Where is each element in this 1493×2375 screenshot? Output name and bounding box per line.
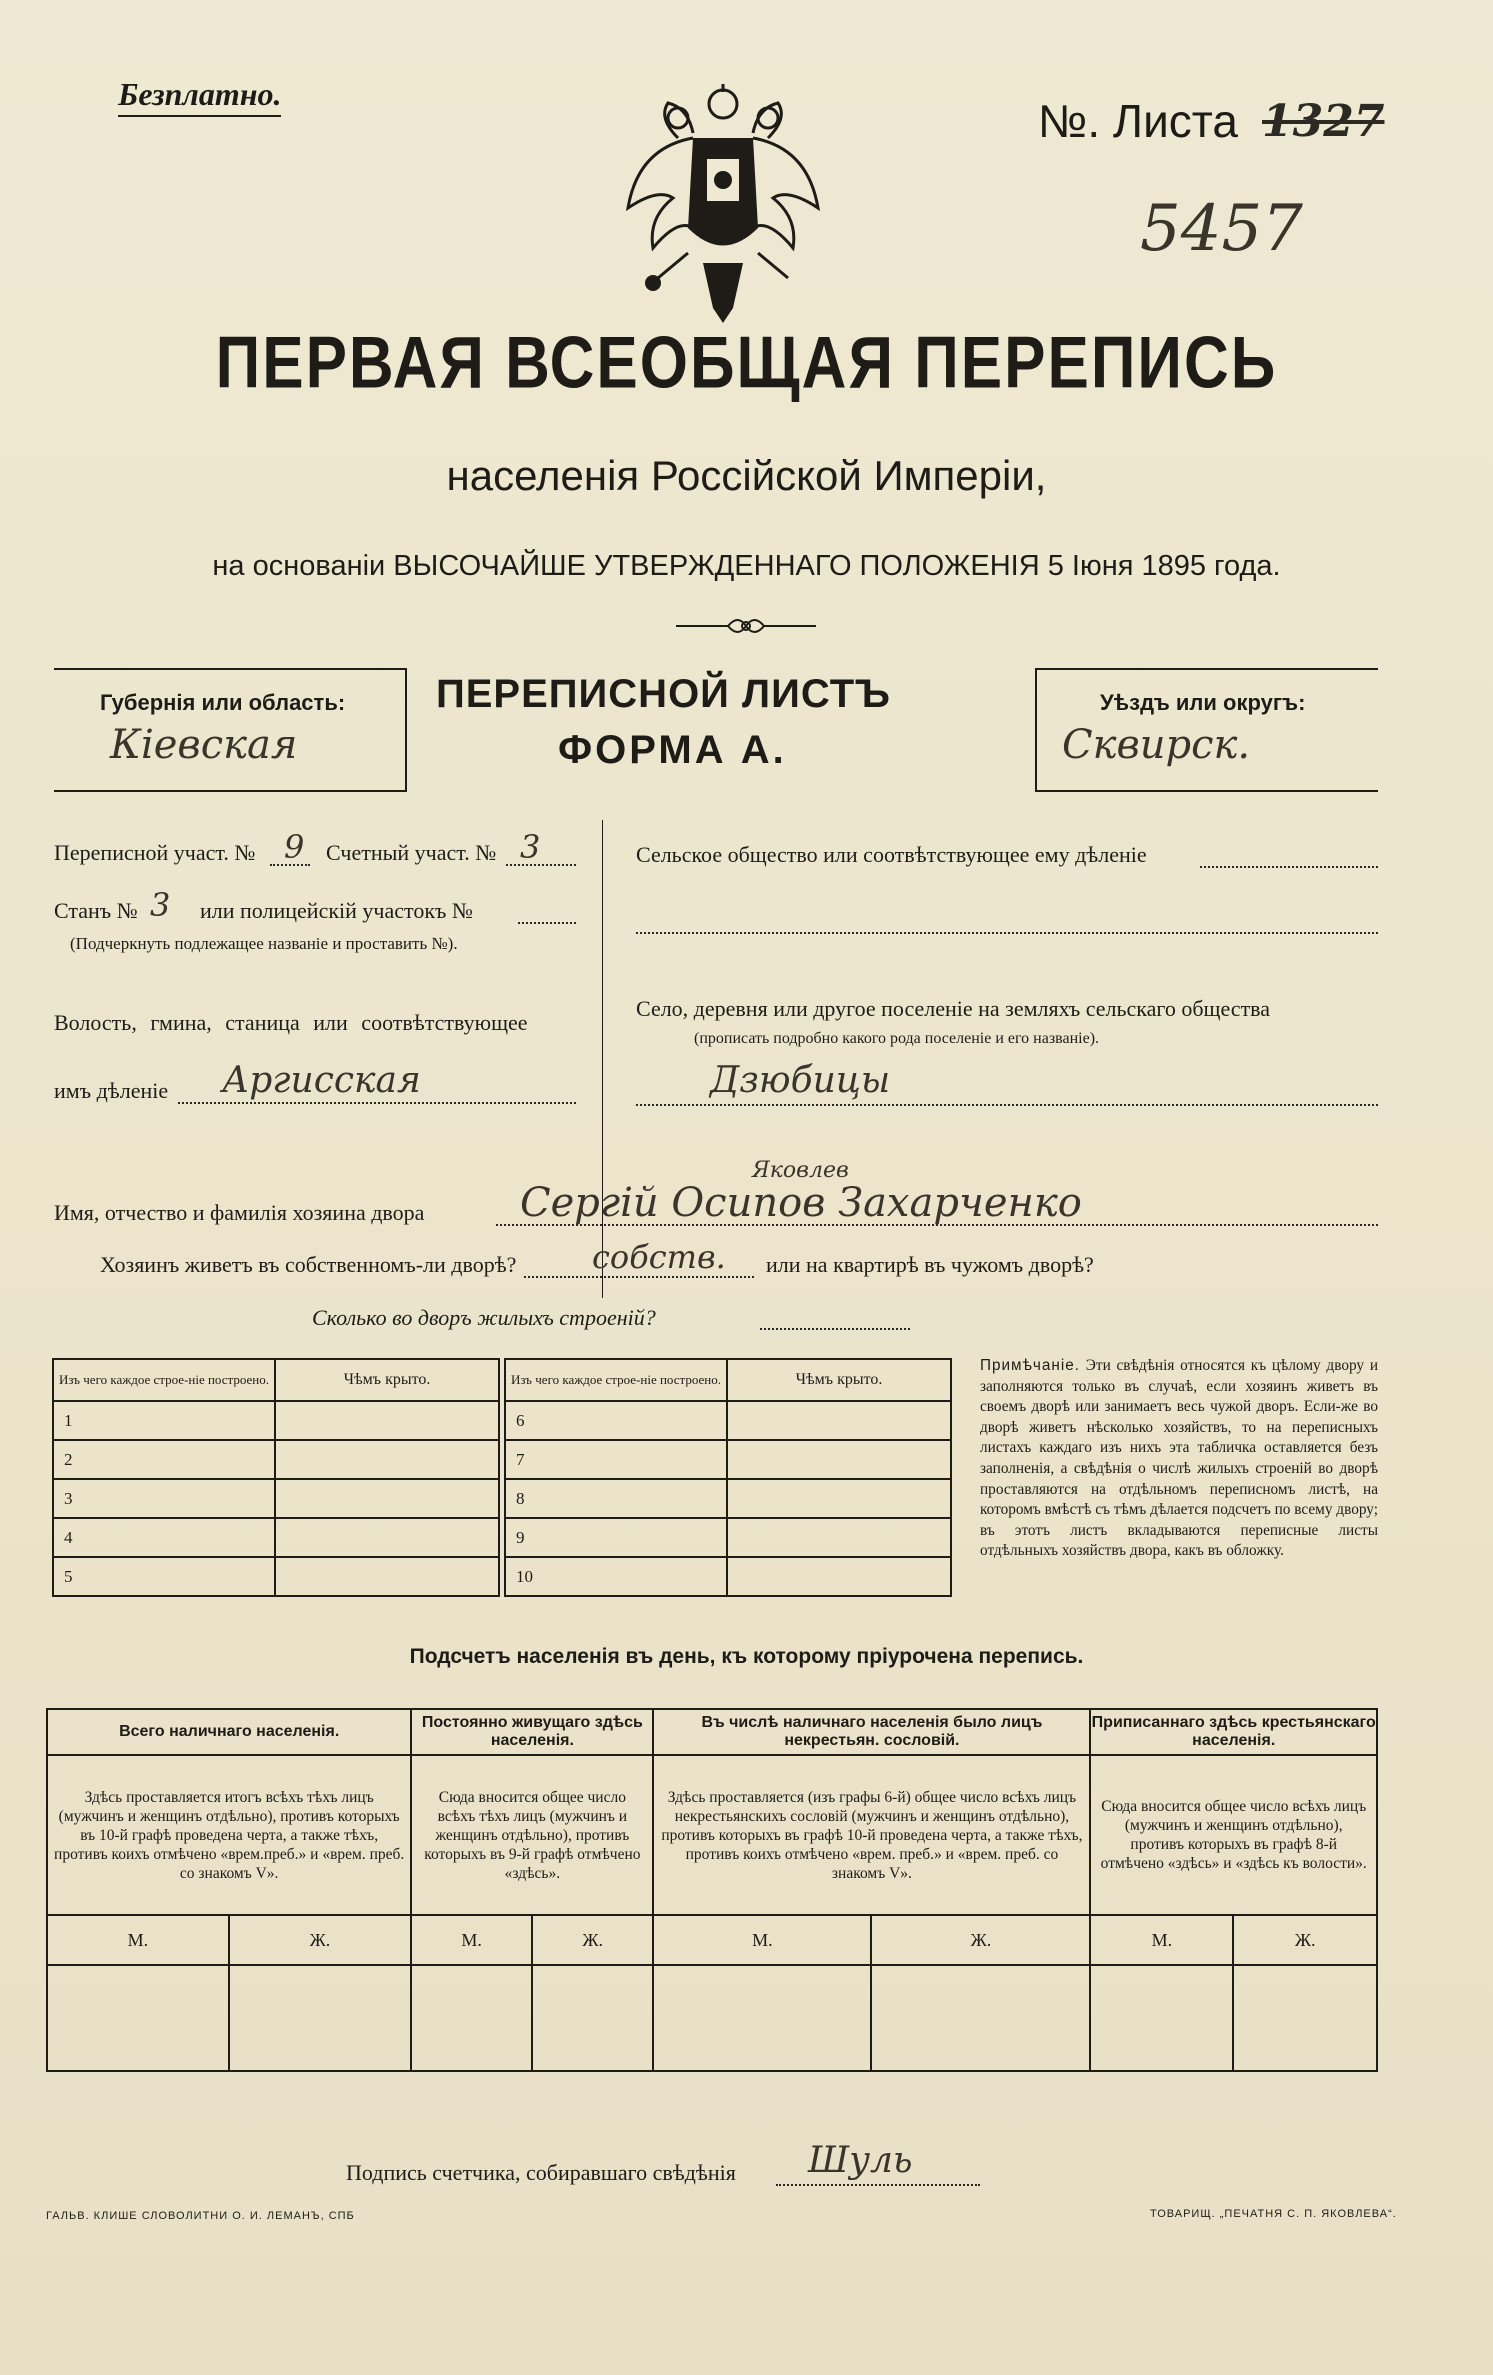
province-box-bottom [54, 790, 407, 792]
pop-permanent-female-label: Ж. [532, 1915, 653, 1965]
own-yard-label: Хозяинъ живетъ въ собственномъ-ли дворѣ? [100, 1252, 517, 1277]
building-row-1: 1 [53, 1401, 275, 1440]
sheet-number-struck: 1327 [1262, 96, 1385, 147]
pop-peasant-male-cell [1090, 1965, 1233, 2071]
col-roof-left: Чѣмъ крыто. [275, 1359, 499, 1401]
note-text: Эти свѣдѣнія относятся къ цѣлому двору и заполняются только въ случаѣ, если хозяинъ живетъ въ своемъ дворѣ или занимаетъ весь чужой дворъ. Если-же во дворѣ живетъ нѣсколько хозяйствъ, то на переписныхъ листахъ каждаго изъ нихъ эта табличка оставляется безъ заполненія, а свѣдѣнія о числѣ жилыхъ строеній во дворѣ проставляются на отдѣльномъ переписномъ листѣ, на которомъ вмѣстѣ съ тѣмъ дѣлается подсчетъ по всему двору; въ этотъ листъ вкладываются переписные листы отдѣльныхъ хозяйствъ двора, какъ въ обложку. [980, 1357, 1379, 1560]
free-label: Безплатно. [118, 76, 281, 117]
building-row-6: 6 [505, 1401, 727, 1440]
owner-name-correction: Яковлев [752, 1158, 849, 1183]
double-headed-eagle-emblem [618, 78, 828, 328]
pop-total-female-cell [229, 1965, 412, 2071]
province-label: Губернія или область: [100, 690, 346, 715]
fields-divider [602, 820, 603, 1298]
count-section-line [506, 864, 576, 866]
pop-peasant-female-cell [1233, 1965, 1377, 2071]
census-subtitle: населенія Россійской Имперіи, [446, 452, 1047, 499]
volost-value: Аргисская [222, 1060, 421, 1101]
note-heading: Примѣчаніе. [980, 1357, 1081, 1374]
pop-col-permanent-title: Постоянно живущаго здѣсь населенія. [411, 1709, 653, 1755]
pop-permanent-male-cell [411, 1965, 532, 2071]
district-value: Сквирск. [1062, 722, 1251, 768]
police-line [518, 922, 576, 924]
count-section-label: Счетный участ. № [326, 840, 497, 865]
pop-total-male-cell [47, 1965, 229, 2071]
form-letter: ФОРМА А. [558, 728, 787, 772]
signature-line [776, 2184, 980, 2186]
district-box-left [1035, 668, 1037, 790]
pop-total-male-label: М. [47, 1915, 229, 1965]
sheet-number-label: №. Листа [1038, 95, 1238, 147]
owner-name-value: Сергій Осипов Захарченко [520, 1180, 1082, 1226]
pop-col-permanent-desc: Сюда вносится общее число всѣхъ тѣхъ лицъ (мужчинъ и женщинъ отдѣльно), противъ которыхъ въ 9-й графѣ отмѣчено «здѣсь». [411, 1755, 653, 1915]
pop-col-noncrest-desc: Здѣсь проставляется (изъ графы 6-й) общее число всѣхъ лицъ некрестьянскихъ сословій (мужчинъ и женщинъ отдѣльно), противъ которыхъ въ графѣ 10-й проведена черта, а также тѣхъ, противъ коихъ отмѣчено «врем. преб.» и «врем. преб. со знакомъ V». [653, 1755, 1090, 1915]
province-box-right [405, 668, 407, 790]
population-table [46, 1708, 1378, 2072]
pop-col-peasant-title: Приписаннаго здѣсь крестьянскаго населенія. [1090, 1709, 1377, 1755]
village-value: Дзюбицы [710, 1060, 891, 1101]
rent-label: или на квартирѣ въ чужомъ дворѣ? [766, 1252, 1094, 1277]
buildings-question-line [760, 1328, 910, 1330]
police-label: или полицейскій участокъ № [200, 898, 473, 923]
col-material-right: Изъ чего каждое строе-ніе построено. [505, 1359, 727, 1401]
count-section-value: 3 [520, 828, 541, 866]
volost-line [178, 1102, 576, 1104]
census-section-value: 9 [284, 828, 305, 866]
district-box-bottom [1035, 790, 1378, 792]
building-row-3: 3 [53, 1479, 275, 1518]
pop-col-noncrest-title: Въ числѣ наличнаго населенія было лицъ некрестьян. сословій. [653, 1709, 1090, 1755]
stan-value: 3 [150, 886, 171, 924]
footer-left: ГАЛЬВ. КЛИШЕ СЛОВОЛИТНИ О. И. ЛЕМАНЪ, СПБ [46, 2210, 355, 2222]
province-value: Кіевская [110, 722, 298, 768]
underline-note: (Подчеркнуть подлежащее названіе и проставить №). [70, 934, 458, 953]
volost-label-line1: Волость, гмина, станица или соотвѣтствующее [54, 1010, 528, 1035]
own-yard-line [524, 1276, 754, 1278]
ornament-divider [676, 612, 816, 640]
pop-col-peasant-desc: Сюда вносится общее число всѣхъ лицъ (мужчинъ и женщинъ отдѣльно), противъ которыхъ въ графѣ 8-й отмѣчено «здѣсь» и «здѣсь къ волости». [1090, 1755, 1377, 1915]
pop-noncrest-female-cell [871, 1965, 1090, 2071]
census-section-label: Переписной участ. № [54, 840, 256, 865]
pop-noncrest-male-cell [653, 1965, 871, 2071]
pop-col-total-title: Всего наличнаго населенія. [47, 1709, 411, 1755]
province-box-top [54, 668, 407, 670]
census-basis: на основаніи ВЫСОЧАЙШЕ УТВЕРЖДЕННАГО ПОЛОЖЕНІЯ 5 Іюня 1895 года. [212, 550, 1281, 582]
col-roof-right: Чѣмъ крыто. [727, 1359, 951, 1401]
stan-label: Станъ № [54, 898, 138, 923]
building-row-9: 9 [505, 1518, 727, 1557]
sheet-number: 5457 [1140, 192, 1303, 266]
census-title: ПЕРВАЯ ВСЕОБЩАЯ ПЕРЕПИСЬ [215, 322, 1278, 405]
form-title: ПЕРЕПИСНОЙ ЛИСТЪ [436, 672, 891, 716]
building-row-4: 4 [53, 1518, 275, 1557]
col-material-left: Изъ чего каждое строе-ніе построено. [53, 1359, 275, 1401]
signature-value: Шуль [808, 2140, 913, 2181]
population-heading: Подсчетъ населенія въ день, къ которому пріурочена перепись. [409, 1645, 1084, 1668]
building-row-8: 8 [505, 1479, 727, 1518]
village-note: (прописать подробно какого рода поселеніе и его названіе). [694, 1030, 1100, 1047]
pop-noncrest-female-label: Ж. [871, 1915, 1090, 1965]
district-label: Уѣздъ или округъ: [1100, 690, 1306, 715]
pop-permanent-male-label: М. [411, 1915, 532, 1965]
own-yard-value: собств. [592, 1238, 726, 1276]
buildings-question: Сколько во дворъ жилыхъ строеній? [312, 1305, 656, 1330]
building-row-7: 7 [505, 1440, 727, 1479]
pop-peasant-male-label: М. [1090, 1915, 1233, 1965]
building-row-5: 5 [53, 1557, 275, 1596]
owner-name-label: Имя, отчество и фамилія хозяина двора [54, 1200, 425, 1225]
signature-label: Подпись счетчика, собиравшаго свѣдѣнія [346, 2160, 736, 2185]
volost-label-line2: имъ дѣленіе [54, 1078, 169, 1103]
district-box-top [1035, 668, 1378, 670]
buildings-table [52, 1358, 952, 1597]
pop-total-female-label: Ж. [229, 1915, 412, 1965]
community-line-1 [1200, 866, 1378, 868]
village-label: Село, деревня или другое поселеніе на земляхъ сельскаго общества [636, 996, 1271, 1021]
pop-noncrest-male-label: М. [653, 1915, 871, 1965]
community-line-2 [636, 932, 1378, 934]
community-label: Сельское общество или соотвѣтствующее ему дѣленіе [636, 842, 1147, 867]
village-line [636, 1104, 1378, 1106]
footer-right: ТОВАРИЩ. „ПЕЧАТНЯ С. П. ЯКОВЛЕВА“. [1150, 2208, 1397, 2220]
pop-peasant-female-label: Ж. [1233, 1915, 1377, 1965]
pop-permanent-female-cell [532, 1965, 653, 2071]
pop-col-total-desc: Здѣсь проставляется итогъ всѣхъ тѣхъ лицъ (мужчинъ и женщинъ отдѣльно), противъ которыхъ въ 10-й графѣ проведена черта, а также тѣхъ, противъ коихъ отмѣчено «врем.преб.» и «врем. преб. со знакомъ V». [47, 1755, 411, 1915]
building-row-10: 10 [505, 1557, 727, 1596]
buildings-note [980, 1356, 1378, 1562]
building-row-2: 2 [53, 1440, 275, 1479]
